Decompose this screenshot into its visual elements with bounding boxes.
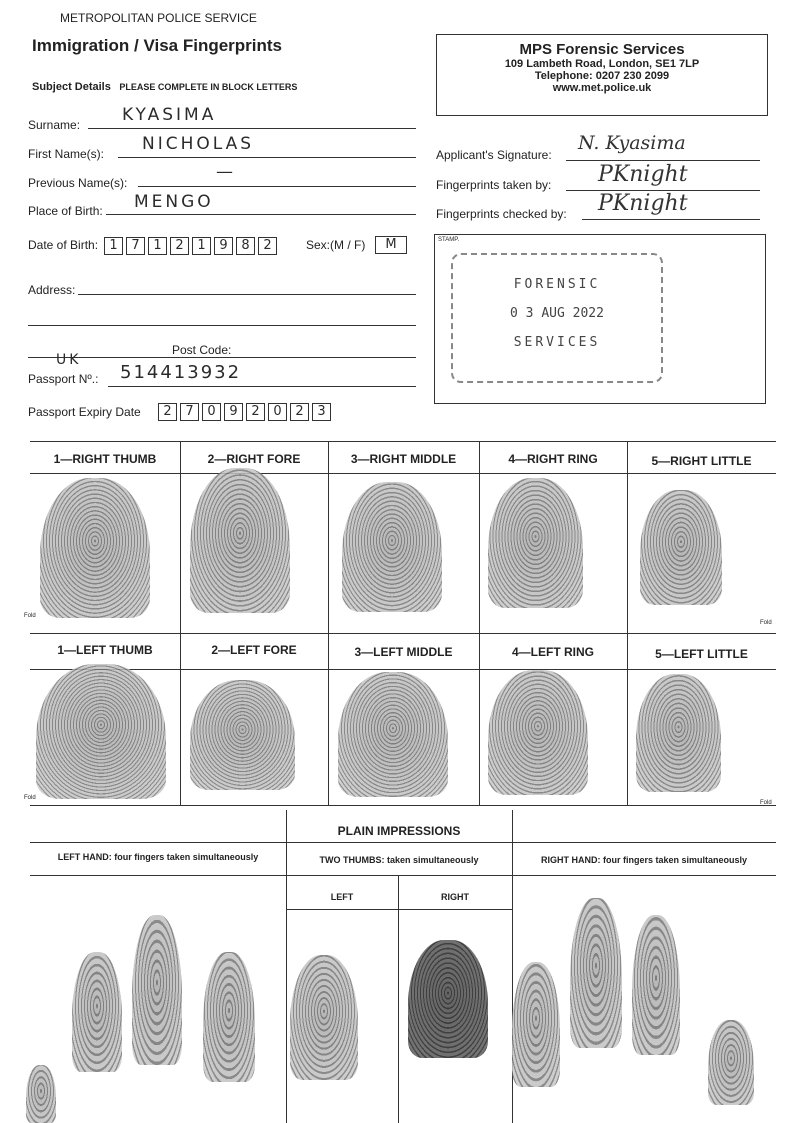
address-line-1[interactable] xyxy=(78,294,416,295)
right-hand-plain-label: RIGHT HAND: four fingers taken simultaneously xyxy=(540,855,748,865)
right-plain-middle-print xyxy=(570,898,622,1048)
office-address: 109 Lambeth Road, London, SE1 7LP xyxy=(504,58,700,70)
postcode-label: Post Code: xyxy=(172,343,232,357)
right-plain-little-print xyxy=(708,1020,754,1105)
right-thumb-plain-print xyxy=(408,940,488,1058)
agency-name: METROPOLITAN POLICE SERVICE xyxy=(60,11,257,25)
dob-digit: 9 xyxy=(214,237,233,255)
right-middle-header: 3—RIGHT MIDDLE xyxy=(350,452,457,466)
right-fore-print xyxy=(190,468,290,613)
passport-label: Passport Nº.: xyxy=(28,372,99,386)
applicant-signature-label: Applicant's Signature: xyxy=(436,148,552,162)
dob-label: Date of Birth: xyxy=(28,238,99,252)
forensic-stamp xyxy=(451,253,663,383)
office-telephone: Telephone: 0207 230 2099 xyxy=(534,70,670,82)
left-thumb-plain-print xyxy=(290,955,358,1080)
address-label: Address: xyxy=(28,283,76,297)
left-hand-plain-label: LEFT HAND: four fingers taken simultaneously xyxy=(57,852,259,862)
place-of-birth-field[interactable]: MENGO xyxy=(134,192,214,212)
left-middle-header: 3—LEFT MIDDLE xyxy=(354,645,453,659)
right-ring-header: 4—RIGHT RING xyxy=(508,452,598,466)
office-website: www.met.police.uk xyxy=(552,82,652,94)
expiry-digit: 7 xyxy=(180,403,199,421)
expiry-digit: 0 xyxy=(202,403,221,421)
stamp-box xyxy=(434,234,766,404)
surname-label: Surname: xyxy=(28,118,81,132)
stamp-line-1: FORENSIC xyxy=(513,277,601,292)
left-fore-print xyxy=(190,680,295,790)
expiry-digit: 2 xyxy=(246,403,265,421)
left-middle-print xyxy=(338,672,448,797)
left-thumb-print xyxy=(36,664,166,799)
dob-digit: 1 xyxy=(148,237,167,255)
right-little-print xyxy=(640,490,722,605)
left-plain-little-print xyxy=(26,1065,56,1123)
right-thumb-plain-label: RIGHT xyxy=(441,892,469,902)
surname-field[interactable]: KYASIMA xyxy=(122,105,217,125)
left-little-header: 5—LEFT LITTLE xyxy=(655,647,748,661)
right-thumb-print xyxy=(40,478,150,618)
expiry-digit: 0 xyxy=(268,403,287,421)
sex-label: Sex:(M / F) xyxy=(306,238,366,252)
right-fore-header: 2—RIGHT FORE xyxy=(207,452,301,466)
dob-digit: 1 xyxy=(104,237,123,255)
block-letters-note: PLEASE COMPLETE IN BLOCK LETTERS xyxy=(119,82,298,92)
checked-by-signature[interactable]: PKnight xyxy=(598,191,688,216)
sex-field[interactable]: M xyxy=(375,236,407,254)
left-thumb-plain-label: LEFT xyxy=(330,892,354,902)
office-box xyxy=(436,34,768,116)
place-of-birth-label: Place of Birth: xyxy=(28,204,103,218)
expiry-digit: 3 xyxy=(312,403,331,421)
two-thumbs-label: TWO THUMBS: taken simultaneously xyxy=(319,855,479,865)
left-little-print xyxy=(636,674,721,792)
expiry-digit: 9 xyxy=(224,403,243,421)
right-middle-print xyxy=(342,482,442,612)
subject-details-label: Subject Details xyxy=(32,81,111,93)
stamp-label: STAMP. xyxy=(438,237,460,243)
stamp-date: 0 3 AUG 2022 xyxy=(510,306,604,321)
passport-number-field[interactable]: 514413932 xyxy=(120,362,242,383)
fold-mark: Fold xyxy=(24,613,36,619)
country-note: UK xyxy=(56,352,82,368)
dob-digit: 2 xyxy=(258,237,277,255)
stamp-line-3: SERVICES xyxy=(513,335,601,350)
fold-mark: Fold xyxy=(760,620,772,626)
taken-by-signature[interactable]: PKnight xyxy=(598,162,688,187)
form-title: Immigration / Visa Fingerprints xyxy=(32,36,283,55)
dob-digit: 1 xyxy=(192,237,211,255)
right-little-header: 5—RIGHT LITTLE xyxy=(651,454,752,468)
checked-by-label: Fingerprints checked by: xyxy=(436,207,567,221)
left-thumb-header: 1—LEFT THUMB xyxy=(57,643,153,657)
right-ring-print xyxy=(488,478,583,608)
first-name-field[interactable]: NICHOLAS xyxy=(142,134,255,154)
dob-digit: 7 xyxy=(126,237,145,255)
first-name-label: First Name(s): xyxy=(28,147,104,161)
applicant-signature[interactable]: N. Kyasima xyxy=(578,132,686,154)
taken-by-label: Fingerprints taken by: xyxy=(436,178,552,192)
address-line-2[interactable] xyxy=(28,325,416,326)
expiry-digit: 2 xyxy=(158,403,177,421)
plain-impressions-title: PLAIN IMPRESSIONS xyxy=(337,824,461,838)
dob-field[interactable] xyxy=(104,236,280,255)
right-thumb-header: 1—RIGHT THUMB xyxy=(53,452,157,466)
dob-digit: 2 xyxy=(170,237,189,255)
fold-mark: Fold xyxy=(760,800,772,806)
office-name: MPS Forensic Services xyxy=(519,41,685,58)
dob-digit: 8 xyxy=(236,237,255,255)
expiry-digit: 2 xyxy=(290,403,309,421)
right-plain-index-print xyxy=(512,962,560,1087)
passport-expiry-field[interactable] xyxy=(158,402,334,421)
subject-details-heading xyxy=(32,77,297,95)
left-plain-index-print xyxy=(203,952,255,1082)
previous-names-label: Previous Name(s): xyxy=(28,176,128,190)
left-plain-middle-print xyxy=(132,915,182,1065)
left-plain-ring-print xyxy=(72,952,122,1072)
previous-names-field[interactable]: — xyxy=(216,162,236,182)
left-ring-print xyxy=(488,670,588,795)
postcode-field[interactable] xyxy=(28,357,416,358)
right-plain-ring-print xyxy=(632,915,680,1055)
left-ring-header: 4—LEFT RING xyxy=(511,645,594,659)
fold-mark: Fold xyxy=(24,795,36,801)
left-fore-header: 2—LEFT FORE xyxy=(211,643,297,657)
passport-expiry-label: Passport Expiry Date xyxy=(28,405,141,419)
